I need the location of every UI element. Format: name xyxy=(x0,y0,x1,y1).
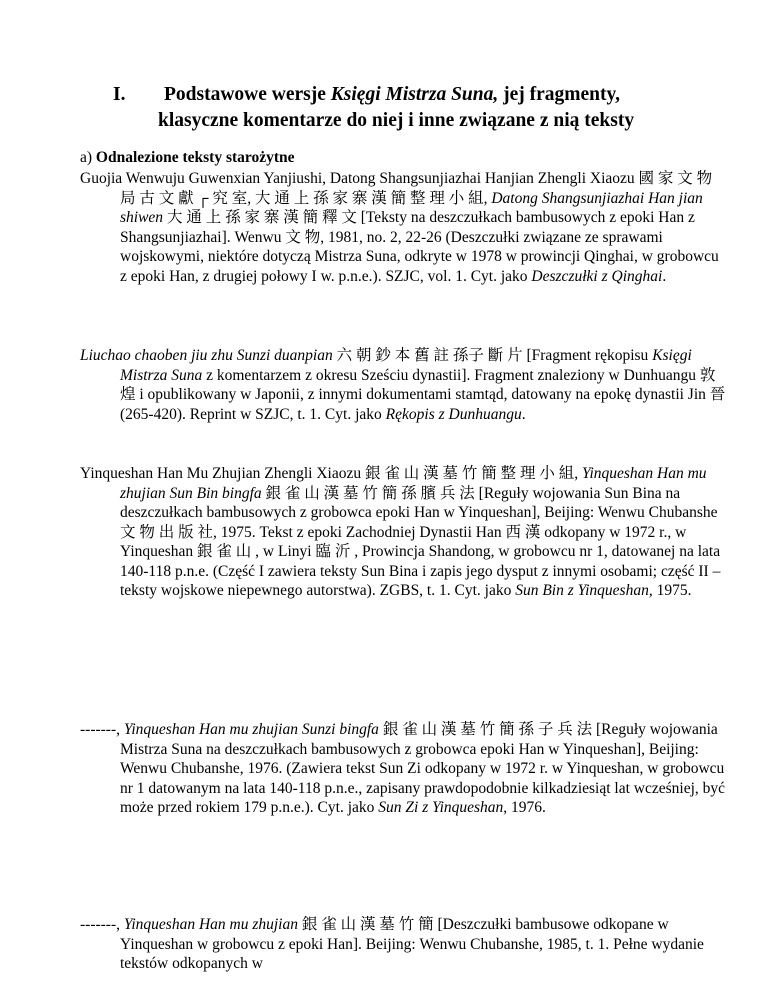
section-heading: a) Odnalezione teksty starożytne xyxy=(80,149,295,166)
section-title: Odnalezione teksty starożytne xyxy=(95,149,295,166)
bibliography-entry: Yinqueshan Han Mu Zhujian Zhengli Xiaozu 銀 雀 山 漢 墓 竹 簡 整 理 小 組, Yinqueshan Han mu zhujian Sun Bin bingfa 銀 雀 山 漢 墓 竹 簡 孫 臏 兵 法 [Reguły wojowania Sun Bina na deszczułkach bambusowych z grobowca epoki Han w Yinqueshan], Beijing: Wenwu Chubanshe 文 物 出 版 社, 1975. Tekst z epoki Zachodniej Dynastii Han 西 漢 odkopany w 1972 r., w Yinqueshan 銀 雀 山 , w Linyi 臨 沂 , Prowincja Shandong, w grobowcu nr 1, datowanej na lata 140-118 p.n.e. (Część I zawiera teksty Sun Bina i zapis jego dysput z innymi osobami; część II – teksty wojskowe niepewnego autorstwa). ZGBS, t. 1. Cyt. jako Sun Bin z Yinqueshan, 1975. xyxy=(80,465,721,599)
heading-book-title: Księgi Mistrza Suna, xyxy=(330,84,499,105)
heading-line-2: klasyczne komentarze do niej i inne związane z nią teksty xyxy=(158,110,635,131)
heading-line-1: Podstawowe wersje Księgi Mistrza Suna, jej fragmenty, xyxy=(164,84,621,105)
bibliography-entry: -------, Yinqueshan Han mu zhujian Sunzi bingfa 銀 雀 山 漢 墓 竹 簡 孫 子 兵 法 [Reguły wojowania Mistrza Suna na deszczułkach bambusowych z grobowca epoki Han w Yinqueshan], Beijing: Wenwu Chubanshe, 1976. (Zawiera tekst Sun Zi odkopany w 1972 r. w Yinqueshan, w grobowcu nr 1 datowanym na lata 140-118 p.n.e., zapisany prawdopodobnie kilkadziesiąt lat wcześniej, być może przed rokiem 179 p.n.e.). Cyt. jako Sun Zi z Yinqueshan, 1976. xyxy=(80,721,726,816)
bibliography-entry: Liuchao chaoben jiu zhu Sunzi duanpian 六 朝 鈔 本 舊 註 孫子 斷 片 [Fragment rękopisu Księgi Mistrza Suna z komentarzem z okresu Sześciu dynastii]. Fragment znaleziony w Dunhuangu 敦 煌 i opublikowany w Japonii, z innymi dokumentami stamtąd, datowany na epokę dynastii Jin 晉 (265-420). Reprint w SZJC, t. 1. Cyt. jako Rękopis z Dunhuangu. xyxy=(80,347,726,423)
bibliography-entry: Guojia Wenwuju Guwenxian Yanjiushi, Datong Shangsunjiazhai Hanjian Zhengli Xiaozu 國 家 文 物 局 古 文 獻 ┌ 究 室, 大 通 上 孫 家 寨 漢 簡 整 理 小 組, Datong Shangsunjiazhai Han jian shiwen 大 通 上 孫 家 寨 漢 簡 釋 文 [Teksty na deszczułkach bambusowych z epoki Han z Shangsunjiazhai]. Wenwu 文 物, 1981, no. 2, 22-26 (Deszczułki związane ze sprawami wojskowymi, niektóre dotyczą Mistrza Suna, odkryte w 1978 w prowincji Qinghai, w grobowcu z epoki Han, z drugiej połowy I w. p.n.e.). SZJC, vol. 1. Cyt. jako Deszczułki z Qinghai. xyxy=(80,170,719,285)
bibliography-entry: -------, Yinqueshan Han mu zhujian 銀 雀 山 漢 墓 竹 簡 [Deszczułki bambusowe odkopane w Yinqueshan w grobowcu z epoki Han]. Beijing: Wenwu Chubanshe, 1985, t. 1. Pełne wydanie tekstów odkopanych w xyxy=(80,916,704,972)
chapter-number: I. xyxy=(113,84,126,105)
